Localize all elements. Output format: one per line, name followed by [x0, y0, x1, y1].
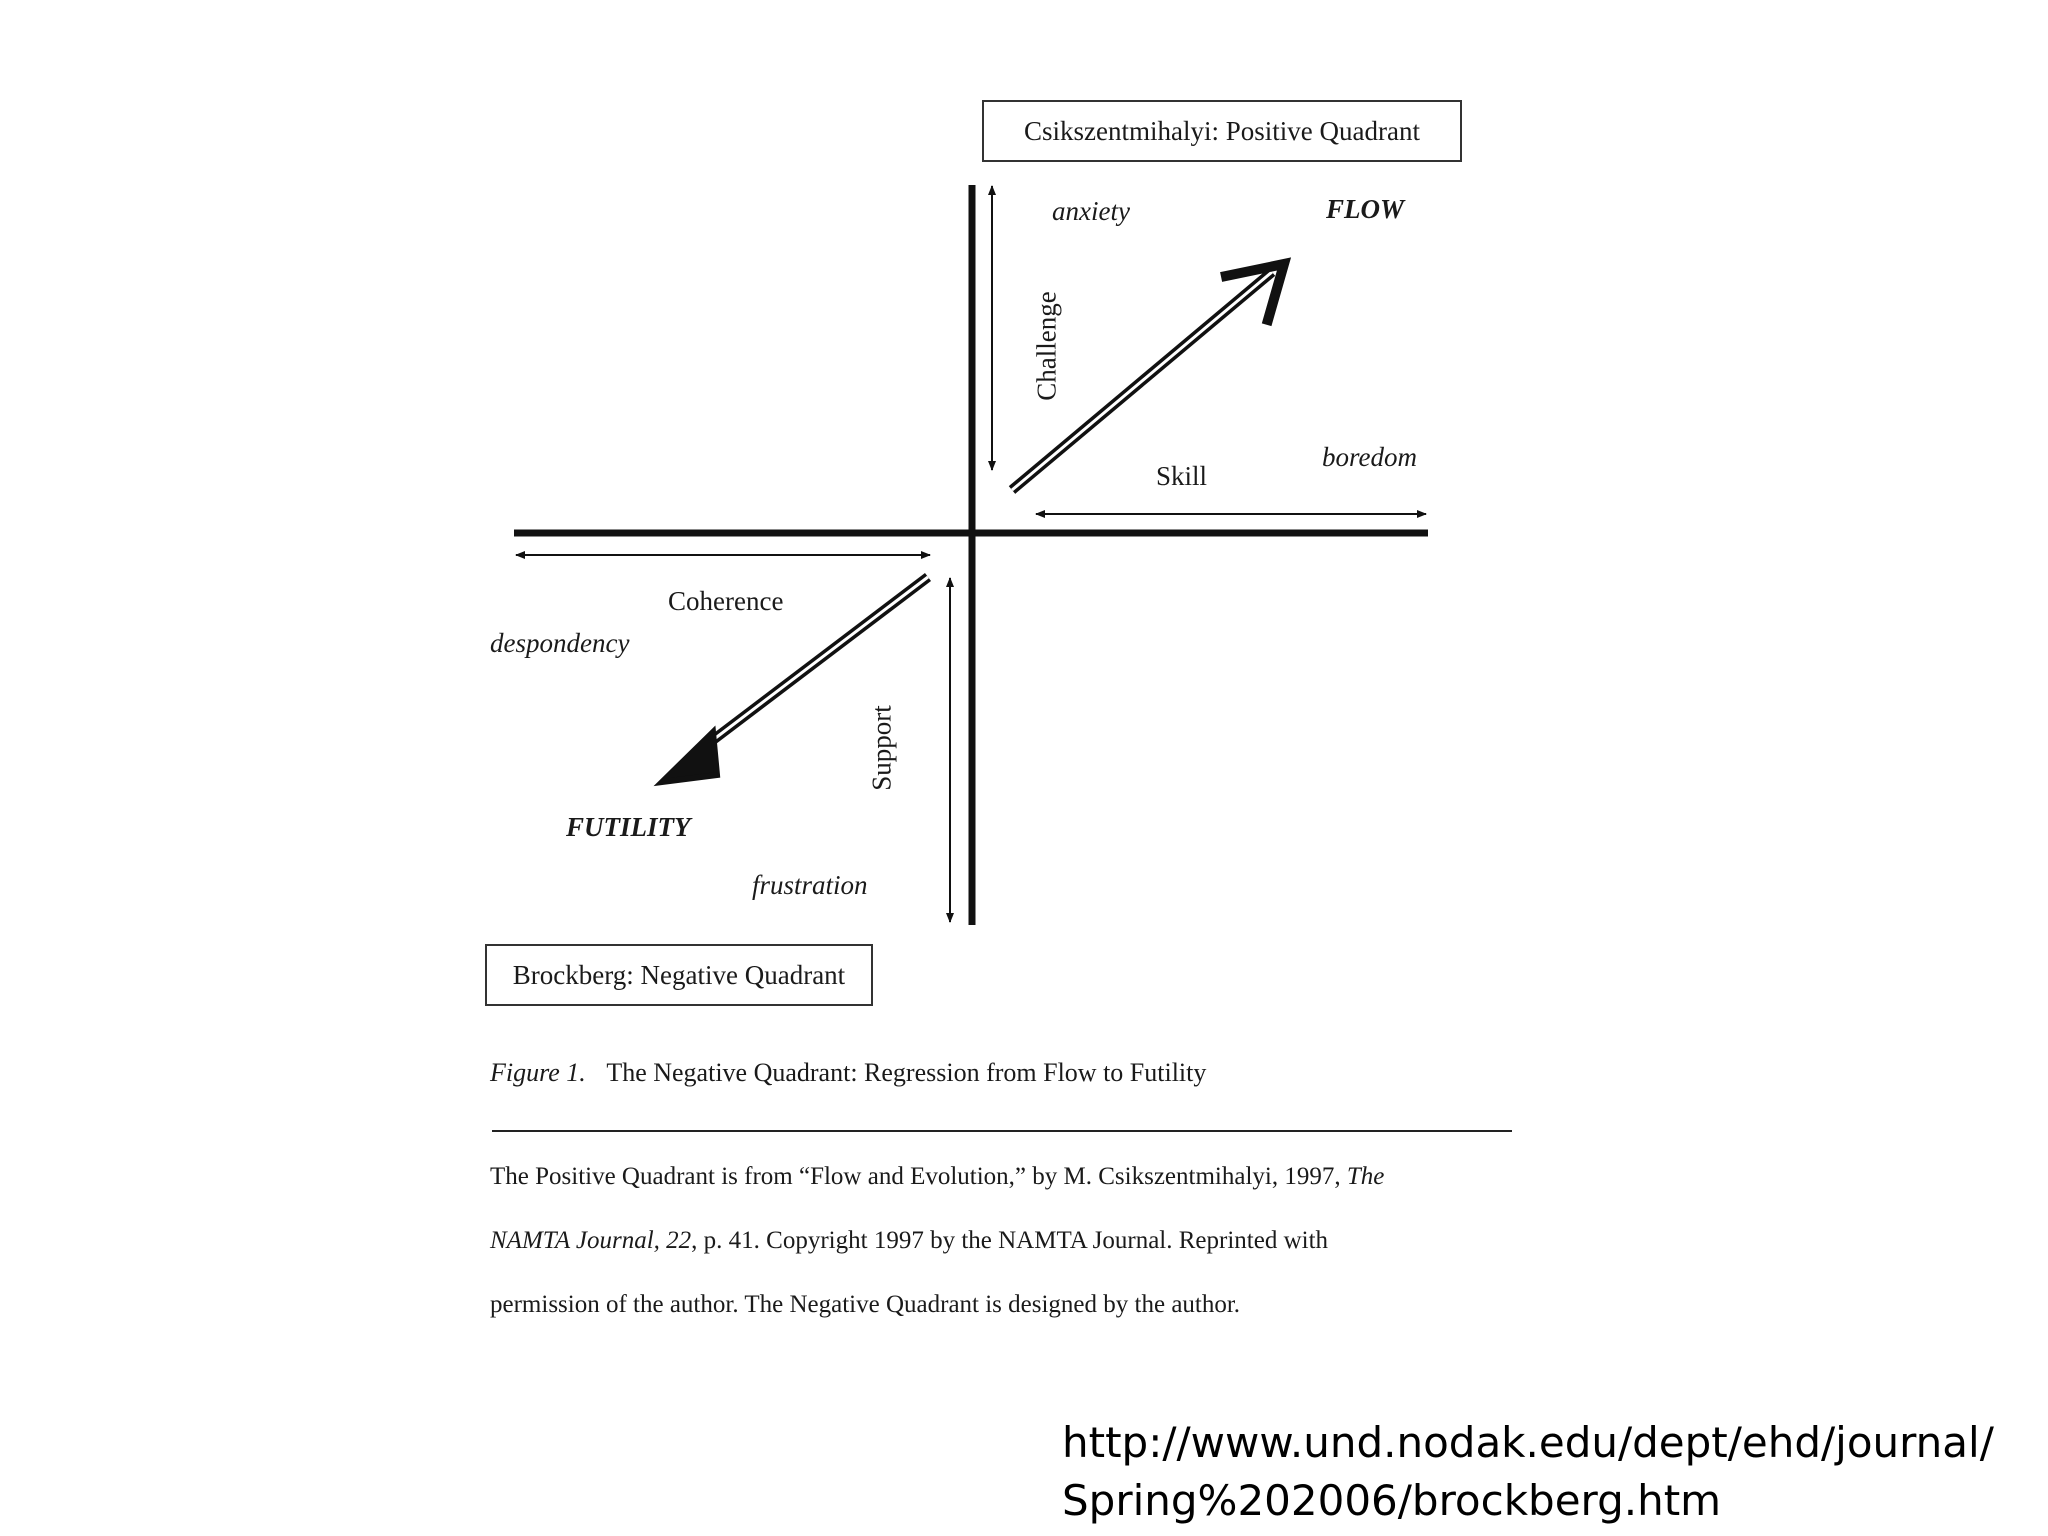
flow-label: FLOW — [1326, 194, 1405, 224]
support-label: Support — [866, 705, 897, 791]
source-url-line-1: http://www.und.nodak.edu/dept/ehd/journal/ — [1062, 1418, 1994, 1467]
source-url[interactable] — [1062, 1414, 1994, 1530]
anxiety-label: anxiety — [1052, 196, 1130, 226]
divider-rule — [492, 1130, 1512, 1132]
citation-line-1: The Positive Quadrant is from “Flow and Evolution,” by M. Csikszentmihalyi, 1997, The — [490, 1163, 1385, 1190]
despondency-label: despondency — [490, 628, 630, 658]
positive-quadrant-box: Csikszentmihalyi: Positive Quadrant — [982, 100, 1462, 162]
figure-title: The Negative Quadrant: Regression from Flow to Futility — [606, 1058, 1207, 1087]
skill-label: Skill — [1156, 461, 1208, 491]
challenge-label: Challenge — [1031, 291, 1062, 401]
figure-caption — [490, 1058, 1206, 1088]
boredom-label: boredom — [1322, 442, 1417, 472]
citation-line-2: NAMTA Journal, 22, p. 41. Copyright 1997 by the NAMTA Journal. Reprinted with — [490, 1227, 1329, 1254]
frustration-label: frustration — [752, 870, 868, 900]
figure-number: Figure 1. — [490, 1058, 586, 1087]
citation-line-3: permission of the author. The Negative Quadrant is designed by the author. — [490, 1291, 1241, 1318]
futility-label: FUTILITY — [566, 812, 691, 842]
source-url-line-2: Spring%202006/brockberg.htm — [1062, 1476, 1722, 1525]
coherence-label: Coherence — [668, 586, 784, 616]
negative-quadrant-box: Brockberg: Negative Quadrant — [485, 944, 873, 1006]
